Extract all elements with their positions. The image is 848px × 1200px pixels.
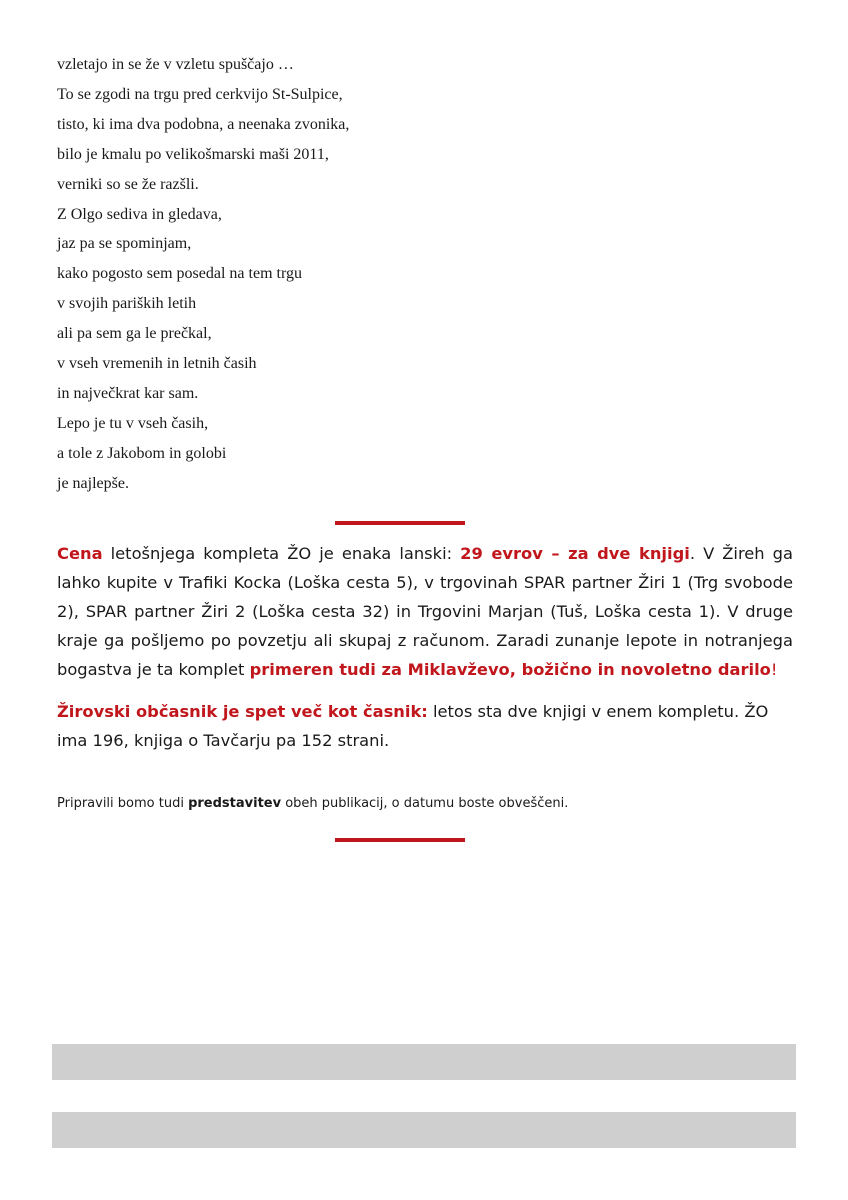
note-bold: predstavitev [188, 796, 282, 811]
gray-band [52, 1112, 796, 1148]
poem-line: a tole z Jakobom in golobi [57, 444, 227, 462]
poem-line: v svojih pariških letih [57, 295, 197, 313]
poem-line: v vseh vremenih in letnih časih [57, 355, 257, 373]
poem [57, 50, 349, 499]
poem-line: Lepo je tu v vseh časih, [57, 414, 209, 432]
gift-highlight: primeren tudi za Miklavževo, božično in novoletno darilo [249, 660, 771, 679]
poem-line: vzletajo in se že v vzletu spuščajo … [57, 56, 294, 73]
gray-band [52, 1044, 796, 1080]
poem-line: in največkrat kar sam. [57, 384, 199, 402]
poem-line: je najlepše. [57, 474, 129, 492]
books-highlight: Žirovski občasnik je spet več kot časnik: [57, 702, 428, 721]
price-value: 29 evrov – za dve knjigi [460, 544, 690, 563]
books-text: letos sta dve knjigi v enem kompletu. ŽO ima 196, knjiga o Tavčarju pa 152 strani. [57, 702, 769, 750]
note-text-a: Pripravili bomo tudi [57, 796, 189, 811]
poem-line: To se zgodi na trgu pred cerkvijo St-Sulpice, [57, 85, 343, 103]
poem-line: jaz pa se spominjam, [57, 235, 192, 253]
purchase-info: . V Žireh ga lahko kupite v Trafiki Kocka (Loška cesta 5), v trgovinah SPAR partner Žiri 1 (Trg svobode 2), SPAR partner Žiri 2 (Loška cesta 32) in Trgovini Marjan (Tuš, Loška cesta 1). V druge kraje ga pošljemo po povzetju ali skupaj z računom. Zaradi zunanje lepote in notranjega bogastva je ta komplet [57, 544, 793, 679]
note-text-c: obeh publikacij, o datumu boste obveščeni. [281, 796, 569, 811]
poem-line: Z Olgo sediva in gledava, [57, 205, 222, 223]
price-text: letošnjega kompleta ŽO je enaka lanski: [102, 544, 461, 563]
books-paragraph [57, 697, 793, 755]
gift-exclamation: ! [770, 660, 778, 679]
poem-line: ali pa sem ga le prečkal, [57, 325, 212, 343]
presentation-note [57, 794, 568, 814]
price-paragraph [57, 539, 793, 684]
price-label: Cena [57, 544, 103, 563]
poem-line: kako pogosto sem posedal na tem trgu [57, 265, 302, 283]
red-divider [335, 838, 465, 842]
poem-line: tisto, ki ima dva podobna, a neenaka zvonika, [57, 115, 350, 133]
red-divider [335, 521, 465, 525]
poem-line: verniki so se že razšli. [57, 175, 199, 193]
poem-line: bilo je kmalu po velikošmarski maši 2011, [57, 145, 329, 163]
